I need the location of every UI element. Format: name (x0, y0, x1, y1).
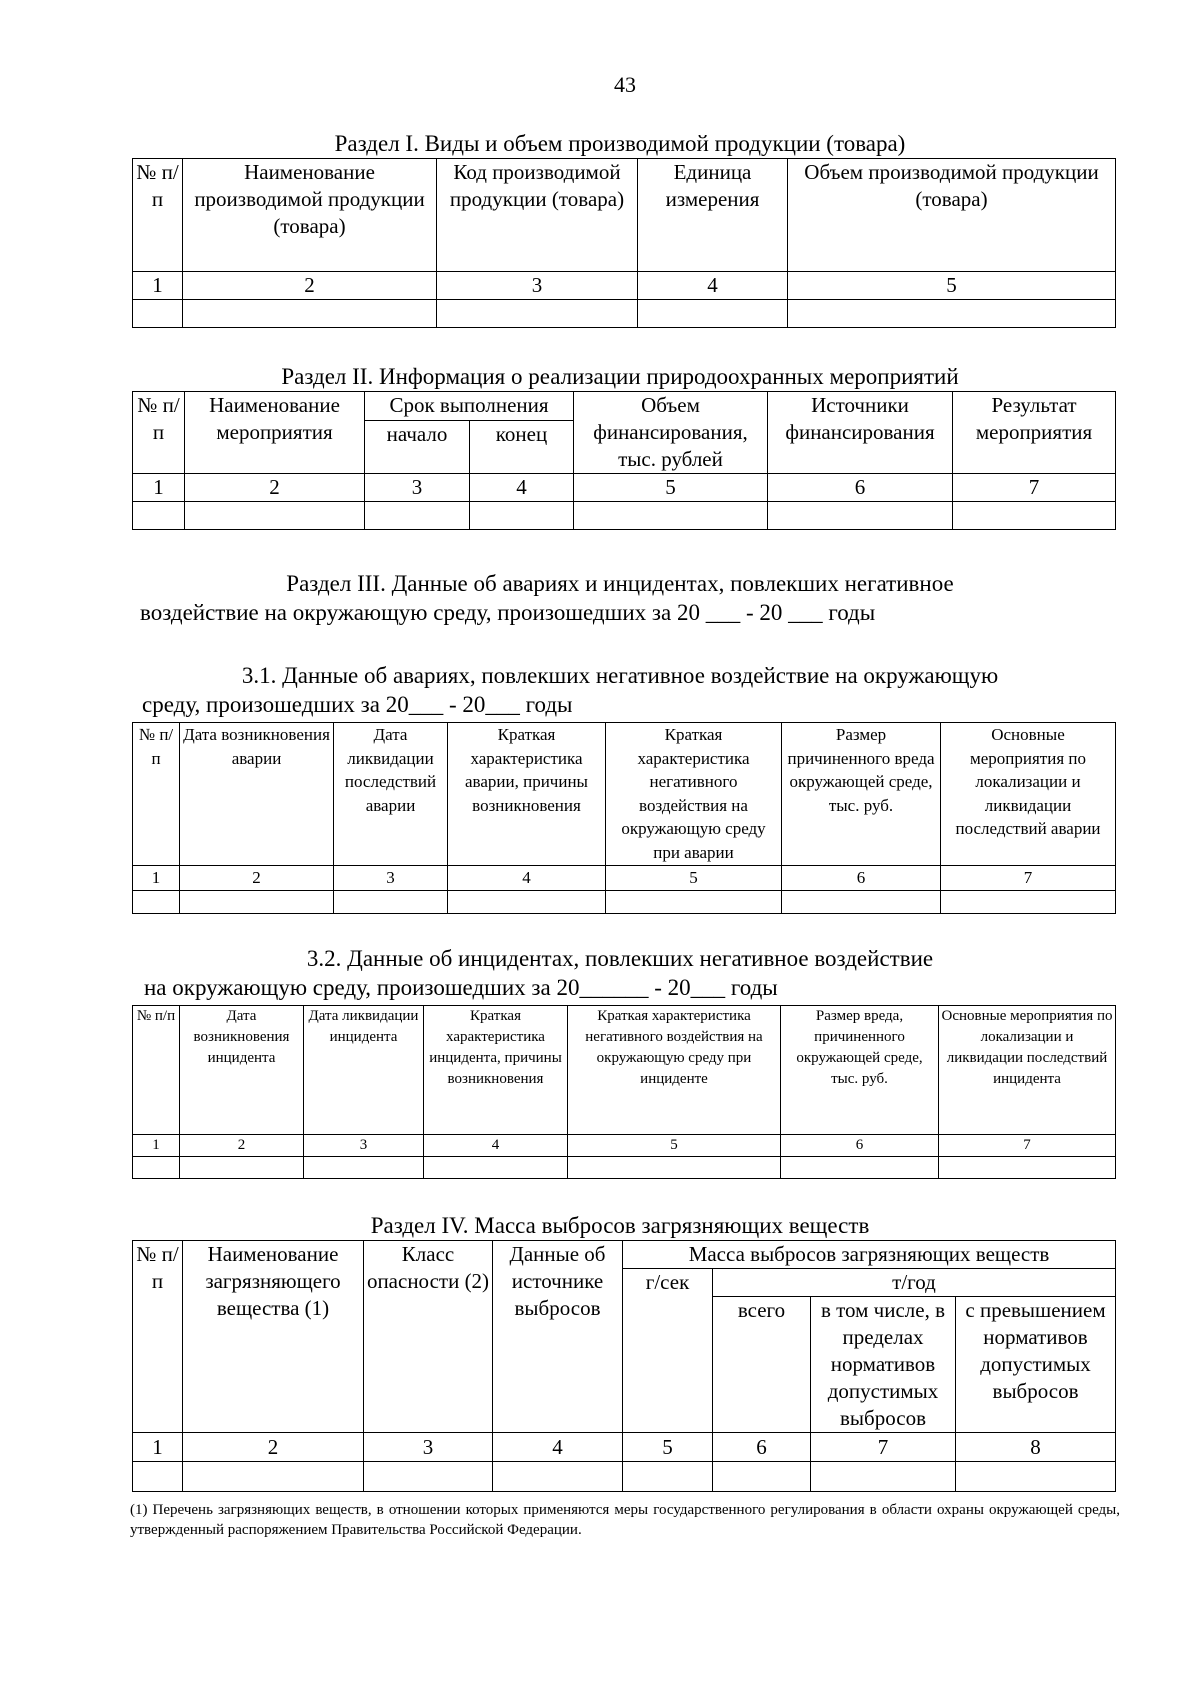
column-number: 1 (133, 1433, 183, 1462)
column-number: 3 (364, 1433, 493, 1462)
header-cell: Единица измерения (638, 159, 788, 272)
header-cell: Код производимой продукции (товара) (437, 159, 638, 272)
section-3-title-line2: воздействие на окружающую среду, произошедших за 20 ___ - 20 ___ годы (140, 600, 876, 625)
empty-cell (365, 502, 470, 530)
header-cell: Дата ликвидации последствий аварии (334, 723, 448, 866)
empty-cell (574, 502, 768, 530)
header-cell: Класс опасности (2) (364, 1241, 493, 1433)
column-number: 2 (180, 1135, 304, 1157)
column-number: 2 (185, 474, 365, 502)
page-number: 43 (614, 72, 636, 97)
column-number: 1 (133, 866, 180, 891)
empty-cell (183, 300, 437, 328)
header-cell: Размер вреда, причиненного окружающей среде, тыс. руб. (781, 1006, 939, 1135)
header-cell: Краткая характеристика аварии, причины возникновения (448, 723, 606, 866)
column-number: 4 (493, 1433, 623, 1462)
section-32-title-line2: на окружающую среду, произошедших за 20______ - 20___ годы (144, 975, 778, 1000)
column-number: 4 (448, 866, 606, 891)
empty-cell (133, 890, 180, 913)
column-number: 3 (437, 272, 638, 300)
section-31-title-line1: 3.1. Данные об авариях, повлекших негативное воздействие на окружающую (241, 663, 999, 688)
empty-cell (713, 1462, 811, 1492)
column-number: 6 (713, 1433, 811, 1462)
header-cell: Срок выполнения (365, 392, 574, 421)
empty-cell (768, 502, 953, 530)
column-number: 4 (638, 272, 788, 300)
header-cell: Объем финансирования, тыс. рублей (574, 392, 768, 474)
header-cell: конец (470, 420, 574, 473)
header-cell: Дата возникновения инцидента (180, 1006, 304, 1135)
column-number: 5 (606, 866, 782, 891)
empty-cell (133, 300, 183, 328)
empty-cell (133, 1462, 183, 1492)
header-cell: г/сек (623, 1269, 713, 1433)
column-number: 1 (133, 272, 183, 300)
header-cell: Наименование загрязняющего вещества (1) (183, 1241, 364, 1433)
empty-cell (623, 1462, 713, 1492)
section-1-title: Раздел I. Виды и объем производимой продукции (товара) (334, 131, 906, 156)
empty-cell (782, 890, 941, 913)
column-number: 7 (941, 866, 1116, 891)
header-cell: Данные об источнике выбросов (493, 1241, 623, 1433)
section-1-table (132, 158, 1116, 328)
column-number: 1 (133, 1135, 180, 1157)
empty-cell (493, 1462, 623, 1492)
section-3-title-line1: Раздел III. Данные об авариях и инцидентах, повлекших негативное (286, 571, 954, 596)
empty-cell (956, 1462, 1116, 1492)
header-cell: Объем производимой продукции (товара) (788, 159, 1116, 272)
column-number: 2 (183, 1433, 364, 1462)
empty-cell (939, 1157, 1116, 1179)
section-2-table (132, 391, 1116, 530)
header-cell: Источники финансирования (768, 392, 953, 474)
header-cell: Основные мероприятия по локализации и ликвидации последствий аварии (941, 723, 1116, 866)
empty-cell (133, 1157, 180, 1179)
header-cell: Основные мероприятия по локализации и ликвидации последствий инцидента (939, 1006, 1116, 1135)
header-cell: Размер причиненного вреда окружающей среде, тыс. руб. (782, 723, 941, 866)
header-cell: № п/п (133, 723, 180, 866)
column-number: 2 (180, 866, 334, 891)
empty-cell (364, 1462, 493, 1492)
column-number: 3 (304, 1135, 424, 1157)
column-number: 1 (133, 474, 185, 502)
header-cell: № п/п (133, 159, 183, 272)
column-number: 6 (781, 1135, 939, 1157)
empty-cell (606, 890, 782, 913)
empty-cell (941, 890, 1116, 913)
empty-cell (180, 890, 334, 913)
header-cell: с превышением нормативов допустимых выбросов (956, 1297, 1116, 1433)
column-number: 5 (568, 1135, 781, 1157)
column-number: 7 (811, 1433, 956, 1462)
column-number: 2 (183, 272, 437, 300)
header-cell: Наименование производимой продукции (товара) (183, 159, 437, 272)
section-32-table (132, 1005, 1116, 1179)
empty-cell (133, 502, 185, 530)
header-cell: в том числе, в пределах нормативов допустимых выбросов (811, 1297, 956, 1433)
empty-cell (638, 300, 788, 328)
header-cell: № п/п (133, 1006, 180, 1135)
column-number: 6 (782, 866, 941, 891)
empty-cell (180, 1157, 304, 1179)
empty-cell (811, 1462, 956, 1492)
column-number: 3 (365, 474, 470, 502)
header-cell: Результат мероприятия (953, 392, 1116, 474)
header-cell: Краткая характеристика инцидента, причины возникновения (424, 1006, 568, 1135)
column-number: 4 (470, 474, 574, 502)
header-cell: начало (365, 420, 470, 473)
header-cell: Масса выбросов загрязняющих веществ (623, 1241, 1116, 1269)
empty-cell (334, 890, 448, 913)
column-number: 7 (939, 1135, 1116, 1157)
header-cell: Дата ликвидации инцидента (304, 1006, 424, 1135)
header-cell: Дата возникновения аварии (180, 723, 334, 866)
header-cell: № п/ п (133, 1241, 183, 1433)
empty-cell (185, 502, 365, 530)
header-cell: т/год (713, 1269, 1116, 1297)
section-4-title: Раздел IV. Масса выбросов загрязняющих веществ (370, 1213, 870, 1238)
column-number: 5 (623, 1433, 713, 1462)
header-cell: № п/п (133, 392, 185, 474)
column-number: 8 (956, 1433, 1116, 1462)
empty-cell (437, 300, 638, 328)
header-cell: Краткая характеристика негативного воздействия на окружающую среду при аварии (606, 723, 782, 866)
empty-cell (781, 1157, 939, 1179)
column-number: 6 (768, 474, 953, 502)
empty-cell (788, 300, 1116, 328)
column-number: 5 (574, 474, 768, 502)
header-cell: Краткая характеристика негативного воздействия на окружающую среду при инциденте (568, 1006, 781, 1135)
column-number: 3 (334, 866, 448, 891)
empty-cell (448, 890, 606, 913)
empty-cell (304, 1157, 424, 1179)
column-number: 7 (953, 474, 1116, 502)
section-4-table (132, 1240, 1116, 1492)
footnote: (1) Перечень загрязняющих веществ, в отношении которых применяются меры государственного регулирования в области охраны окружающей среды, утвержденный распоряжением Правительства Российской Федерации. (130, 1502, 1120, 1538)
empty-cell (470, 502, 574, 530)
empty-cell (953, 502, 1116, 530)
header-cell: всего (713, 1297, 811, 1433)
header-cell: Наименование мероприятия (185, 392, 365, 474)
section-2-title: Раздел II. Информация о реализации природоохранных мероприятий (281, 364, 959, 389)
empty-cell (568, 1157, 781, 1179)
column-number: 5 (788, 272, 1116, 300)
section-31-title-line2: среду, произошедших за 20___ - 20___ годы (142, 692, 573, 717)
column-number: 4 (424, 1135, 568, 1157)
section-32-title-line1: 3.2. Данные об инцидентах, повлекших негативное воздействие (306, 946, 934, 971)
empty-cell (424, 1157, 568, 1179)
section-31-table (132, 722, 1116, 914)
empty-cell (183, 1462, 364, 1492)
